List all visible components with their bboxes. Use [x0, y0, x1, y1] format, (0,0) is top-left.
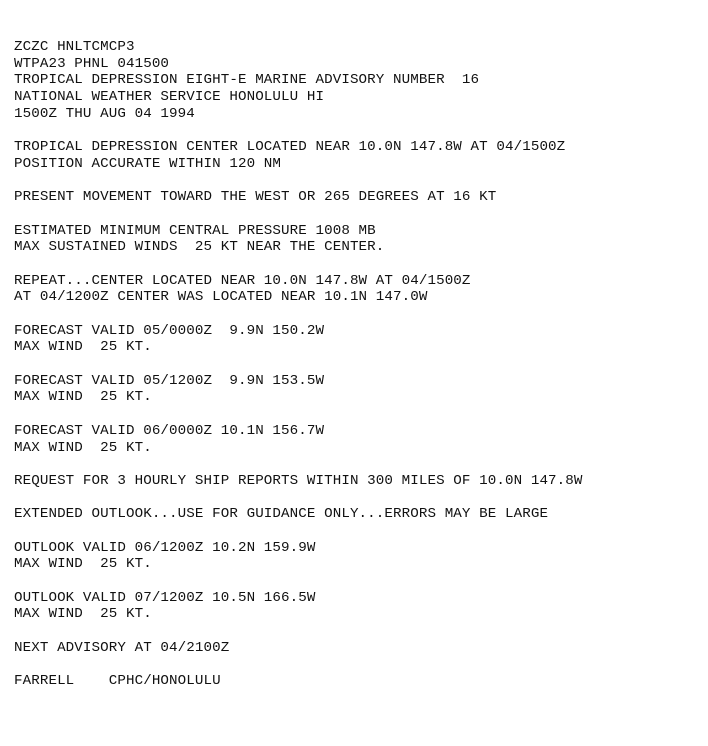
present-movement: PRESENT MOVEMENT TOWARD THE WEST OR 265 DEGREES AT 16 KT [14, 189, 497, 206]
spacer [14, 490, 704, 507]
request-block [14, 473, 704, 490]
issuing-office: NATIONAL WEATHER SERVICE HONOLULU HI [14, 89, 325, 106]
outlook-max-wind: MAX WIND 25 KT. [14, 606, 152, 623]
forecast-valid: FORECAST VALID 06/0000Z 10.1N 156.7W [14, 422, 325, 439]
forecast-valid: FORECAST VALID 05/0000Z 9.9N 150.2W [14, 322, 325, 339]
spacer [14, 523, 704, 540]
spacer [14, 456, 704, 473]
previous-center: AT 04/1200Z CENTER WAS LOCATED NEAR 10.1N 147.0W [14, 289, 428, 306]
spacer [14, 256, 704, 273]
outlook-block-2 [14, 590, 704, 623]
ship-report-request: REQUEST FOR 3 HOURLY SHIP REPORTS WITHIN 300 MILES OF 10.0N 147.8W [14, 472, 583, 489]
header-block [14, 39, 704, 122]
advisory-document [14, 39, 704, 690]
spacer [14, 122, 704, 139]
central-pressure: ESTIMATED MINIMUM CENTRAL PRESSURE 1008 MB [14, 222, 376, 239]
forecast-block-1 [14, 323, 704, 356]
outlook-valid: OUTLOOK VALID 06/1200Z 10.2N 159.9W [14, 539, 316, 556]
forecast-max-wind: MAX WIND 25 KT. [14, 389, 152, 406]
spacer [14, 623, 704, 640]
next-advisory: NEXT ADVISORY AT 04/2100Z [14, 639, 230, 656]
outlook-valid: OUTLOOK VALID 07/1200Z 10.5N 166.5W [14, 589, 316, 606]
spacer [14, 656, 704, 673]
forecast-block-2 [14, 373, 704, 406]
position-accuracy: POSITION ACCURATE WITHIN 120 NM [14, 155, 282, 172]
max-sustained-winds: MAX SUSTAINED WINDS 25 KT NEAR THE CENTER. [14, 239, 385, 256]
spacer [14, 306, 704, 323]
spacer [14, 173, 704, 190]
advisory-title: TROPICAL DEPRESSION EIGHT-E MARINE ADVISORY NUMBER 16 [14, 72, 480, 89]
center-block [14, 139, 704, 172]
extended-outlook-note: EXTENDED OUTLOOK...USE FOR GUIDANCE ONLY...ERRORS MAY BE LARGE [14, 506, 549, 523]
spacer [14, 406, 704, 423]
next-advisory-block [14, 640, 704, 657]
forecast-max-wind: MAX WIND 25 KT. [14, 439, 152, 456]
center-location: TROPICAL DEPRESSION CENTER LOCATED NEAR 10.0N 147.8W AT 04/1500Z [14, 139, 566, 156]
forecast-max-wind: MAX WIND 25 KT. [14, 339, 152, 356]
repeat-block [14, 273, 704, 306]
movement-block [14, 189, 704, 206]
repeat-center: REPEAT...CENTER LOCATED NEAR 10.0N 147.8W AT 04/1500Z [14, 272, 471, 289]
extended-block [14, 506, 704, 523]
spacer [14, 356, 704, 373]
outlook-block-1 [14, 540, 704, 573]
forecast-block-3 [14, 423, 704, 456]
signature-block [14, 673, 704, 690]
forecaster-signature: FARRELL CPHC/HONOLULU [14, 673, 221, 690]
spacer [14, 573, 704, 590]
forecast-valid: FORECAST VALID 05/1200Z 9.9N 153.5W [14, 372, 325, 389]
pressure-block [14, 223, 704, 256]
header-wmo-id: WTPA23 PHNL 041500 [14, 55, 170, 72]
spacer [14, 206, 704, 223]
header-code: ZCZC HNLTCMCP3 [14, 39, 135, 55]
issue-time: 1500Z THU AUG 04 1994 [14, 105, 195, 122]
outlook-max-wind: MAX WIND 25 KT. [14, 556, 152, 573]
